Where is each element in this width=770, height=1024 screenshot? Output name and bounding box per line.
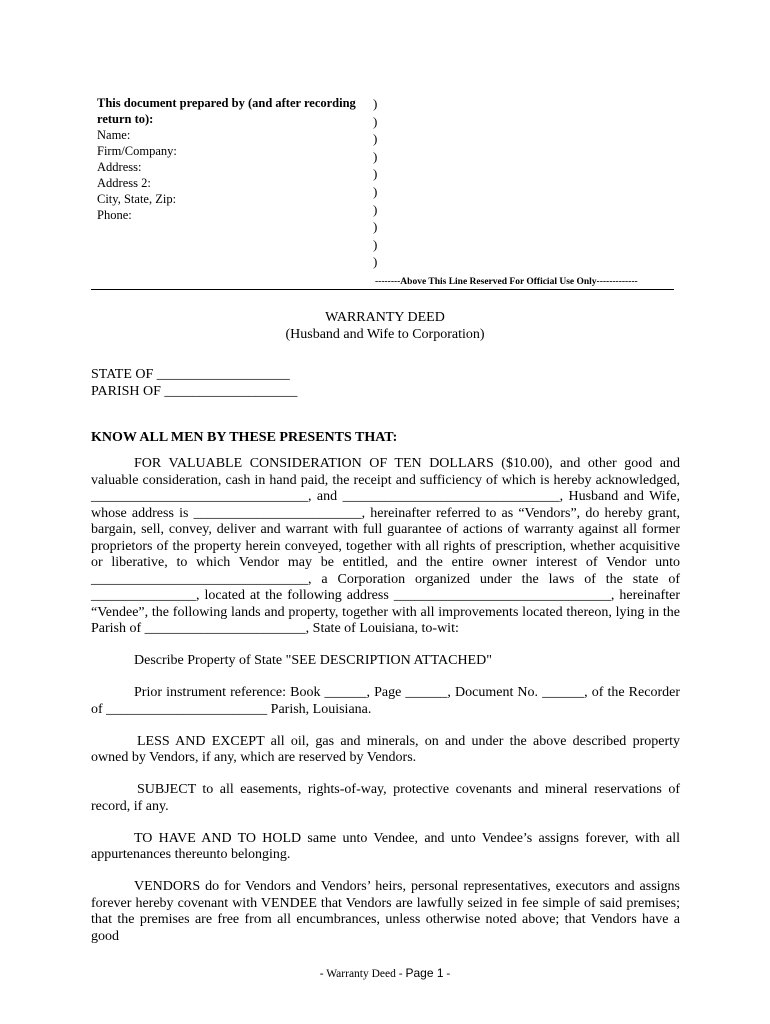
paren: ) — [373, 113, 378, 129]
vendors-covenant-paragraph: VENDORS do for Vendors and Vendors’ heirs, personal representatives, executors and assigns forever hereby covenant with VENDEE that Vendors are lawfully seized in fee simple of said premises; that the premises are free from all encumbrances, unless otherwise noted above; that Vendors have a good — [91, 879, 680, 944]
page-footer — [0, 966, 770, 980]
preparer-firm-label: Firm/Company: — [97, 144, 177, 158]
consideration-paragraph: FOR VALUABLE CONSIDERATION OF TEN DOLLARS ($10.00), and other good and valuable consideration, cash in hand paid, the receipt and sufficiency of which is hereby acknowledged, _______________________________, and _______________________________, Husband and Wife, whose address is ________________________, hereinafter referred to as “Vendors”, do hereby grant, bargain, sell, convey, deliver and warrant with full guarantee of actions of warranty against all former proprietors of the property herein conveyed, together with all rights of prescription, whether acquisitive or liberative, to which Vendor may be entitled, and the entire owner interest of Vendor unto _______________________________, a Corporation organized under the laws of the state of _______________, located at the following address _______________________________, hereinafter “Vendee”, the following lands and property, together with all improvements located thereon, lying in the Parish of _______________________, State of Louisiana, to-wit: — [91, 456, 680, 636]
document-title: WARRANTY DEED — [325, 310, 445, 325]
deed-body — [91, 456, 680, 945]
preparer-heading: This document prepared by (and after recording — [97, 96, 356, 110]
recording-divider — [91, 289, 674, 290]
preparer-city-label: City, State, Zip: — [97, 192, 177, 206]
state-line: STATE OF ___________________ — [91, 367, 290, 382]
page-number: Page 1 — [405, 966, 444, 980]
parish-line: PARISH OF ___________________ — [91, 384, 298, 399]
preparer-phone-label: Phone: — [97, 208, 132, 222]
subject-paragraph: SUBJECT to all easements, rights-of-way, protective covenants and mineral reservations of record, if any. — [91, 782, 680, 814]
preparer-address-label: Address: — [97, 160, 142, 174]
reserved-line-text: --------Above This Line Reserved For Official Use Only------------- — [375, 277, 638, 287]
preparer-block — [97, 95, 356, 223]
know-all-heading: KNOW ALL MEN BY THESE PRESENTS THAT: — [91, 430, 398, 445]
document-subtitle: (Husband and Wife to Corporation) — [285, 327, 485, 342]
paren: ) — [373, 219, 378, 235]
prior-instrument-paragraph: Prior instrument reference: Book ______, Page ______, Document No. ______, of the Recorder of _______________________ Parish, Louisiana. — [91, 685, 680, 717]
venue-block — [91, 366, 297, 400]
paren: ) — [373, 148, 378, 164]
footer-prefix: - Warranty Deed - — [319, 968, 406, 980]
preparer-address2-label: Address 2: — [97, 176, 151, 190]
habendum-paragraph: TO HAVE AND TO HOLD same unto Vendee, and unto Vendee’s assigns forever, with all appurtenances thereunto belonging. — [91, 830, 680, 862]
preparer-heading-cont: return to): — [97, 112, 154, 126]
preparer-name-label: Name: — [97, 128, 131, 142]
document-title-block — [0, 309, 770, 343]
less-except-paragraph: LESS AND EXCEPT all oil, gas and minerals, on and under the above described property owned by Vendors, if any, which are reserved by Vendors. — [91, 733, 680, 765]
paren: ) — [373, 254, 378, 270]
footer-suffix: - — [443, 968, 451, 980]
paren: ) — [373, 96, 378, 111]
paren: ) — [373, 166, 378, 182]
paren: ) — [373, 183, 378, 199]
paren: ) — [373, 131, 378, 147]
paren: ) — [373, 236, 378, 252]
property-description-paragraph: Describe Property of State "SEE DESCRIPTION ATTACHED" — [134, 653, 492, 668]
paren-column — [373, 95, 377, 271]
paren: ) — [373, 201, 378, 217]
